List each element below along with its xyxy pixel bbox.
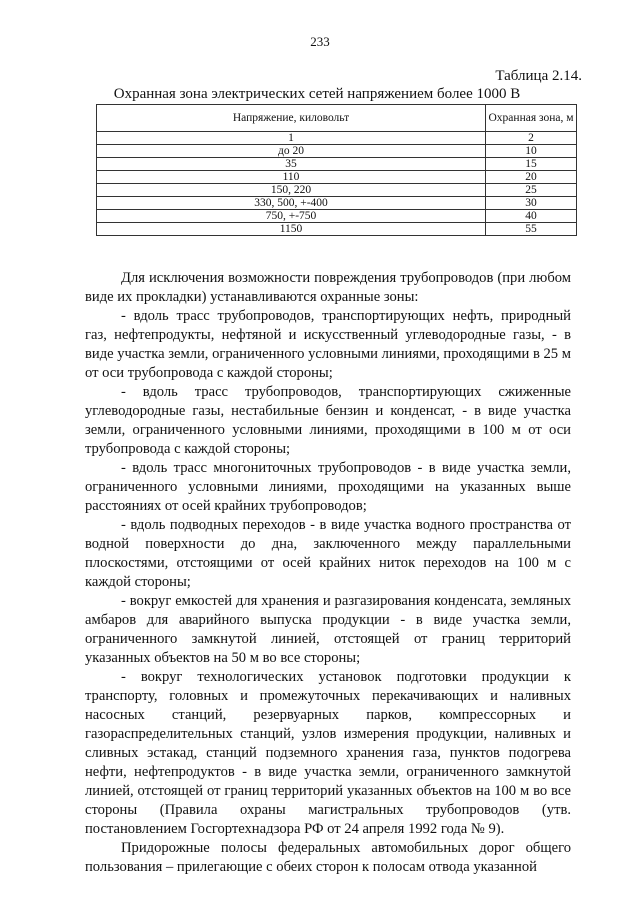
cell-zone: 30 (486, 197, 577, 210)
cell-zone: 25 (486, 184, 577, 197)
table-row (97, 197, 577, 210)
table-row (97, 184, 577, 197)
header-voltage: Напряжение, киловольт (97, 105, 486, 132)
table-row (97, 158, 577, 171)
cell-voltage: до 20 (97, 145, 486, 158)
cell-voltage: 1150 (97, 223, 486, 236)
cell-voltage: 750, +-750 (97, 210, 486, 223)
paragraph-multiline: - вдоль трасс многониточных трубопроводов - в виде участка земли, ограниченного условными линиями, проходящими на указанных выше расстояниях от осей крайних трубопроводов; (85, 460, 571, 514)
paragraph-roadside: Придорожные полосы федеральных автомобильных дорог общего пользования – прилегающие с обеих сторон к полосам отвода указанной (85, 840, 571, 875)
cell-zone: 40 (486, 210, 577, 223)
page-number: 233 (310, 34, 330, 49)
header-zone: Охранная зона, м (486, 105, 577, 132)
cell-voltage: 150, 220 (97, 184, 486, 197)
cell-zone: 15 (486, 158, 577, 171)
paragraph-tanks: - вокруг емкостей для хранения и разгазирования конденсата, земляных амбаров для аварийного выпуска продукции - в виде участка земли, ограниченного замкнутой линией, отстоящей от границ территорий указанных объектов на 50 м во все стороны; (85, 593, 571, 666)
table-row (97, 171, 577, 184)
body-text (85, 269, 571, 877)
table-row (97, 145, 577, 158)
cell-zone: 10 (486, 145, 577, 158)
cell-voltage: 110 (97, 171, 486, 184)
cell-zone: 2 (486, 132, 577, 145)
table-title: Охранная зона электрических сетей напряжением более 1000 В (113, 86, 521, 102)
cell-voltage: 1 (97, 132, 486, 145)
table-row (97, 210, 577, 223)
paragraph-underwater: - вдоль подводных переходов - в виде участка водного пространства от водной поверхности до дна, заключенного между параллельными плоскостями, отстоящими от осей крайних ниток переходов на 100 м с каждой стороны; (85, 517, 571, 590)
table-label: Таблица 2.14. (495, 68, 582, 84)
cell-zone: 20 (486, 171, 577, 184)
cell-voltage: 35 (97, 158, 486, 171)
cell-zone: 55 (486, 223, 577, 236)
table-row (97, 132, 577, 145)
paragraph-liquefied-gas: - вдоль трасс трубопроводов, транспортирующих сжиженные углеводородные газы, нестабильные бензин и конденсат, - в виде участка земли, ограниченного условными линиями, проходящими в 100 м от оси трубопровода с каждой стороны; (85, 384, 571, 457)
cell-voltage: 330, 500, +-400 (97, 197, 486, 210)
table-row (97, 223, 577, 236)
protection-zone-table (96, 104, 577, 236)
paragraph-installations: - вокруг технологических установок подготовки продукции к транспорту, головных и промежуточных перекачивающих и наливных насосных станций, резервуарных парков, компрессорных и газораспределительных станций, узлов измерения продукции, наливных и сливных эстакад, станций подземного хранения газа, пунктов подогрева нефти, нефтепродуктов - в виде участка земли, ограниченного замкнутой линией, отстоящей от границ территорий указанных объектов на 100 м во все стороны (Правила охраны магистральных трубопроводов (утв. постановлением Госгортехнадзора РФ от 24 апреля 1992 года № 9). (85, 669, 571, 837)
table-header-row (97, 105, 577, 132)
paragraph-pipelines: - вдоль трасс трубопроводов, транспортирующих нефть, природный газ, нефтепродукты, нефтяной и искусственный углеводородные газы, - в виде участка земли, ограниченного условными линиями, проходящими в 25 м от оси трубопровода с каждой стороны; (85, 308, 571, 381)
paragraph-intro: Для исключения возможности повреждения трубопроводов (при любом виде их прокладки) устанавливаются охранные зоны: (85, 270, 571, 305)
